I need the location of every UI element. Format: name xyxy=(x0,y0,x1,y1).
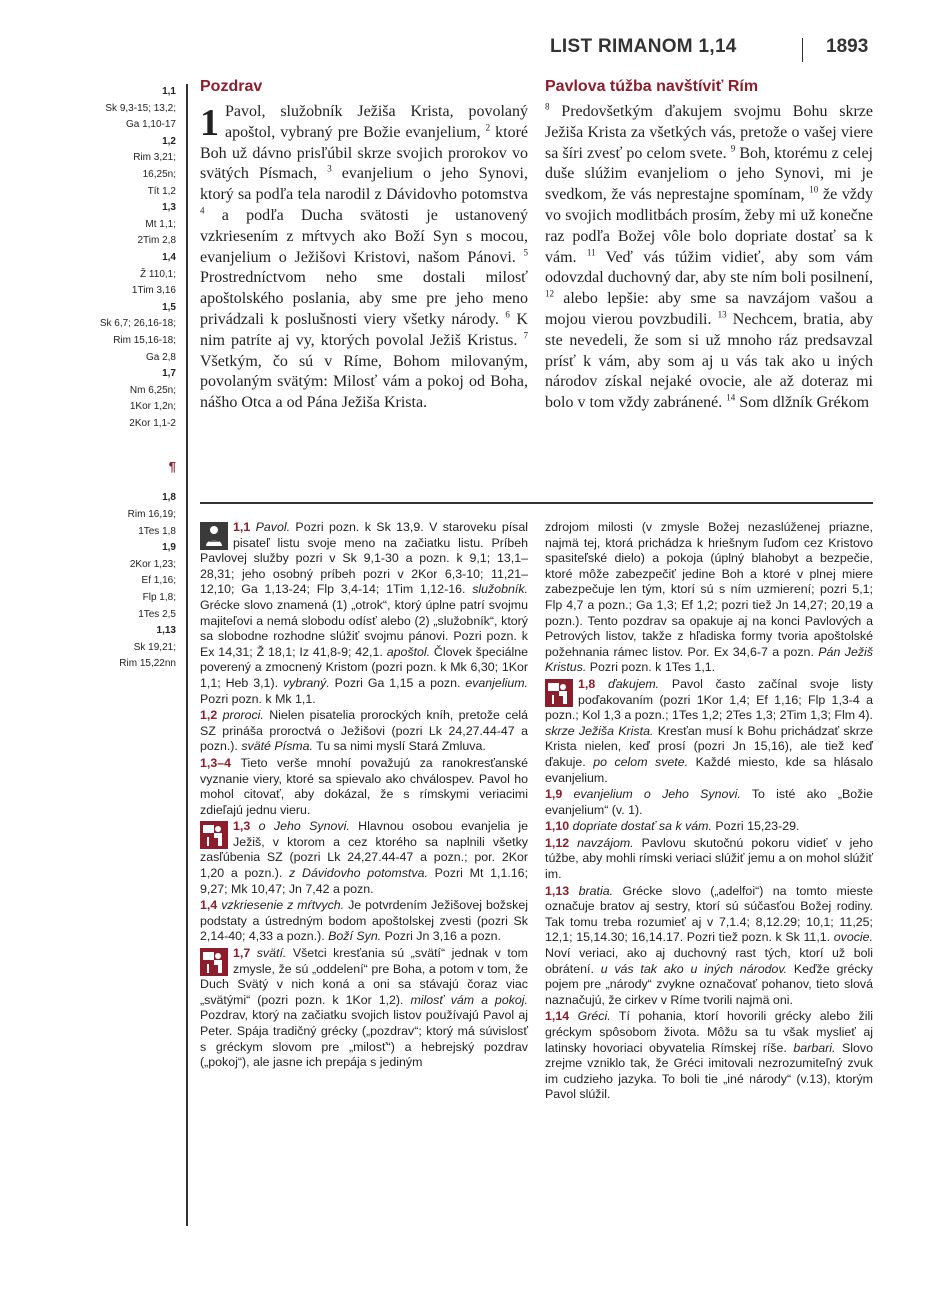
verse-number: 12 xyxy=(545,288,554,299)
verse-text: K nim patríte aj vy, ktorých povolal Ježiš Kristus. xyxy=(200,310,528,349)
note-text: zdrojom milosti (v zmysle Božej nezaslúženej priazne, najmä tej, ktorá prichádza k hriešnym ľuďom cez Kristovo spasiteľské dielo) a pokoja (úplný blahobyt a bezpečie, ktoré môže zabezpečiť jedine Boh a ktoré v plnej miere zabezpečuje len tým, ktorí sú s ním uzmierení; pozri 5,1; Flp 4,7 a pozn.; Ga 1,3; Ef 1,2; pozri tiež Jn 14,27; 20,19 a pozn.). Tento pozdrav sa opakuje aj na konci Pavlových a Petrových listov, takže z hľadiska formy tvoria apoštolské požehnania rámec listov. Por. Ex 34,6-7 a pozn. xyxy=(545,520,873,659)
note-reference: 1,10 xyxy=(545,819,573,834)
note-text: Pavol často začínal svoje listy poďakovaním (pozri 1Kor 1,4; Ef 1,16; Flp 1,3-4 a pozn.; Kol 1,3 a pozn.; 1Tes 1,2; 2Tes 1,3; 2Tim 1,3; Flm 4). xyxy=(545,676,873,723)
note-term: služobník. xyxy=(472,582,528,597)
margin-ref-item: 1Tim 3,16 xyxy=(131,285,176,297)
note-text: Hlavnou osobou evanjelia je Ježiš, v ktorom a cez ktorého sa naplnili všetky zasľúbenia SZ (pozri Lk 24,27.44-47 a pozn.; por. 2Kor 1,20 a pozn.). xyxy=(200,819,529,881)
page-number: 1893 xyxy=(826,36,869,57)
pointer-note-icon xyxy=(545,679,573,707)
margin-ref-verse: 1,5 xyxy=(162,301,176,313)
note-term: navzájom. xyxy=(577,835,634,850)
note-term: apoštol. xyxy=(386,644,431,659)
verse-text: Boh, ktorému z celej duše slúžim evanjeliom o jeho Synovi, mi je svedkom, že vás neprestajne spomínam, xyxy=(545,144,873,204)
margin-ref-item: Rim 16,19; xyxy=(127,509,176,521)
verse-number: 2 xyxy=(485,122,491,133)
margin-gap xyxy=(60,432,176,458)
note-term: barbari. xyxy=(793,1040,836,1055)
study-note xyxy=(545,836,873,883)
margin-ref-item: 1Tes 1,8 xyxy=(138,525,176,537)
note-text: Pozri pozn. k 1Tes 1,1. xyxy=(586,660,716,675)
header-separator xyxy=(802,38,803,62)
verse-number: 14 xyxy=(726,392,736,403)
verse-number: 8 xyxy=(545,101,550,112)
verse-number: 3 xyxy=(327,164,332,175)
margin-ref-item: Rim 15,16-18; xyxy=(113,334,176,346)
margin-rule xyxy=(186,84,188,1226)
study-note xyxy=(545,884,873,1009)
verse-number: 13 xyxy=(717,309,727,320)
note-reference: 1,8 xyxy=(578,676,608,691)
study-note xyxy=(200,708,528,755)
margin-ref-verse: 1,7 xyxy=(162,368,176,380)
note-term: z Dávidovho potomstva. xyxy=(289,866,428,881)
running-title: LIST RIMANOM 1,14 xyxy=(550,36,737,57)
text-column-right xyxy=(545,78,873,414)
note-term: skrze Ježiša Krista. xyxy=(545,723,654,738)
study-note xyxy=(200,520,528,707)
note-text: Kresťan musí k Bohu prichádzať skrze Krista nielen, keď prosí (pozri Jn 15,16), ale tiež keď ďakuje. xyxy=(545,723,873,769)
verse-number: 9 xyxy=(730,143,736,154)
note-text: Keďže grécky pojem pre „národy“ zvykne označovať pohanov, tieto slová naznačujú, že cirkev v Ríme tvorili najmä oni. xyxy=(545,961,874,1007)
note-text: Pozri 15,23-29. xyxy=(711,819,800,834)
study-note xyxy=(200,946,528,1071)
margin-ref-verse: 1,9 xyxy=(162,542,176,554)
note-term: sväté Písma. xyxy=(241,739,313,754)
verse-number: 4 xyxy=(200,205,205,216)
margin-ref-item: 2Kor 1,1-2 xyxy=(129,417,176,429)
note-text: Všetci kresťania sú „svätí“ jednak v tom zmysle, že sú „oddelení“ pre Boha, a potom v tom, že Duch Svätý v nich koná a oni sa stávajú čoraz viac „svätými“ (pozri pozn. k 1Kor 1,2). xyxy=(200,946,528,1007)
note-reference: 1,2 xyxy=(200,708,223,723)
note-text: Grécke slovo („adelfoi“) na tomto mieste označuje bratov aj sestry, ktorí sú súčasťou Božej rodiny. Tak tomu treba rozumieť aj v 7,1.4; 8,12.29; 10,1; 11,25; 12,1; 15,14.30; 16,14.17. Pozri tiež pozn. k Sk 11,1. xyxy=(545,883,873,945)
verse-number: 11 xyxy=(586,247,596,258)
margin-ref-item: Tít 1,2 xyxy=(147,185,176,197)
note-term: Gréci. xyxy=(577,1009,611,1024)
note-text: Pozdrav, ktorý na začiatku svojich listov používajú Pavol aj Peter. Spája tradičný grécky („pozdrav“; ktorý má súvislosť s gréckym slovom pre „milosť“) a hebrejský pozdrav („pokoj“), ale jasne ich prepája s jediným xyxy=(200,1008,528,1070)
note-term: Pán Ježiš Kristus. xyxy=(545,644,873,675)
note-term: evanjelium o Jeho Synovi. xyxy=(573,787,741,802)
margin-ref-item: Ga 1,10-17 xyxy=(125,119,176,131)
margin-references xyxy=(60,84,176,673)
study-note xyxy=(545,1009,873,1103)
chapter-number: 1 xyxy=(200,102,219,144)
margin-ref-item: Nm 6,25n; xyxy=(129,384,176,396)
study-note xyxy=(200,819,528,897)
margin-ref-verse: 1,3 xyxy=(162,202,176,214)
note-text: Pozri Mt 1,1.16; 9,27; Mk 10,47; Jn 7,42 a pozn. xyxy=(200,866,529,896)
note-text: Grécke slovo znamená (1) „otrok“, ktorý úplne patrí svojmu majiteľovi a nemá slobodu odísť alebo (2) „služobník“, ktorý sa slobodne rozhodne slúžiť svojmu pánovi. Pozri pozn. k Ex 14,31; Ž 18,1; Iz 41,8-9; 42,1. xyxy=(200,597,528,659)
margin-ref-verse: 1,4 xyxy=(162,251,176,263)
study-notes-right xyxy=(545,520,873,1104)
text-column-left xyxy=(200,78,528,414)
note-text: Tieto verše mnohí považujú za ranokresťanské vyznanie viery, ktoré sa spievalo ako chválospev. Pavol ho mohol citovať, aby dokázal, že s rímskymi veriacimi zdieľajú jednu vieru. xyxy=(200,755,528,817)
note-text: Pozri Ga 1,15 a pozn. xyxy=(329,675,466,690)
note-reference: 1,4 xyxy=(200,898,222,913)
margin-ref-verse: 1,8 xyxy=(162,492,176,504)
note-text: Človek špeciálne poverený a zmocnený Kristom (pozri pozn. k Mk 6,30; 1Kor 1,1; Heb 3,1). xyxy=(200,644,528,690)
margin-ref-item: Sk 19,21; xyxy=(133,641,176,653)
verse-text: evanjelium o jeho Synovi, ktorý sa podľa tela narodil z Dávidovho potomstva xyxy=(200,165,528,204)
note-reference: 1,3–4 xyxy=(200,755,241,770)
margin-ref-item: Rim 3,21; xyxy=(133,152,176,164)
verse-text: Som dlžník Grékom xyxy=(735,394,870,412)
note-reference: 1,3 xyxy=(233,819,259,834)
verse-number: 6 xyxy=(505,309,510,320)
verse-number: 7 xyxy=(523,330,528,341)
study-note xyxy=(545,677,873,786)
note-term: svätí. xyxy=(256,946,287,961)
note-text: Noví veriaci, ako aj duchovný rast tých, ktorí už boli obrátení. xyxy=(545,946,873,976)
verse-text: ktoré Boh už dávno prisľúbil skrze svojich prorokov vo svätých Písmach, xyxy=(200,123,529,183)
margin-ref-item: Flp 1,8; xyxy=(142,592,176,604)
scripture-text xyxy=(545,102,873,414)
note-term: milosť vám a pokoj. xyxy=(410,992,528,1007)
note-text: Každé miesto, kde sa hlásalo evanjelium. xyxy=(545,754,873,785)
notes-divider xyxy=(200,502,873,504)
verse-text: Pavol, služobník Ježiša Krista, povolaný apoštol, vybraný pre Božie evanjelium, xyxy=(225,103,528,141)
verse-text: že vždy vo svojich modlitbách prosím, žeby mi už konečne raz podľa Božej vôle bolo dopriate dostať sa k vám. xyxy=(545,186,873,266)
note-term: ovocie. xyxy=(833,930,873,945)
study-notes-left xyxy=(200,520,528,1072)
note-term: evanjelium. xyxy=(465,675,528,690)
note-reference: 1,13 xyxy=(545,883,579,898)
verse-text: Všetkým, čo sú v Ríme, Bohom milovaným, povolaným svätým: Milosť vám a pokoj od Boha, nášho Otca a od Pána Ježiša Krista. xyxy=(200,352,528,412)
study-note xyxy=(545,787,873,818)
verse-text: alebo lepšie: aby sme sa navzájom vašou a mojou vierou povzbudili. xyxy=(545,290,873,328)
margin-ref-item: 1Kor 1,2n; xyxy=(129,401,176,413)
study-note xyxy=(200,898,528,945)
study-note xyxy=(545,520,873,676)
note-text: Pozri pozn. k Sk 13,9. V staroveku písal pisateľ listu svoje meno na začiatku listu. Príbeh Pavlovej služby pozri v Sk 9,1-30 a pozn. k 9,1; 13,1–28,31; jeho osobný príbeh pozri v 2Kor 6,3-10; 11,21–12,10; Ga 1,13-24; Flp 3,4-14; 1Tim 1,12-16. xyxy=(200,520,528,597)
margin-ref-item: Ga 2,8 xyxy=(145,351,176,363)
margin-ref-verse: 1,13 xyxy=(156,625,176,637)
verse-text: Veď vás túžim vidieť, aby som vám odovzdal duchovný dar, aby ste ním boli posilnení, xyxy=(545,248,874,287)
note-term: dopriate dostať sa k vám. xyxy=(572,819,712,834)
note-term: Boží Syn. xyxy=(328,929,382,944)
note-term: ďakujem. xyxy=(607,676,660,691)
pointer-note-icon xyxy=(200,948,228,976)
note-text: Je potvrdením Ježišovej božskej podstaty a ústredným bodom apoštolskej zvesti (pozri Sk 2,14-40; 4,33 a pozn.). xyxy=(200,898,529,944)
note-reference: 1,9 xyxy=(545,787,574,802)
note-text: Pozri pozn. k Mk 1,1. xyxy=(200,691,316,706)
section-heading: Pavlova túžba navštíviť Rím xyxy=(545,78,759,95)
note-text: Pavlovu skutočnú pokoru vidieť v jeho túžbe, aby mohli rímski veriaci slúžiť jemu a on mohol slúžiť im. xyxy=(545,835,874,882)
note-text: Tu sa nimi myslí Stará Zmluva. xyxy=(312,739,486,754)
note-reference: 1,12 xyxy=(545,835,578,850)
note-term: po celom svete. xyxy=(593,754,689,769)
note-reference: 1,1 xyxy=(233,520,256,534)
study-note xyxy=(545,819,873,835)
verse-text: a podľa Ducha svätosti je ustanovený vzkriesením z mŕtvych ako Boží Syn s mocou, evanjelium o Ježišovi Kristovi, našom Pánovi. xyxy=(200,206,528,266)
note-text: Slovo zrejme vzniklo tak, že Gréci imitovali nezrozumiteľný zvuk im cudzieho jazyka. To boli tie „iné národy“ (v.13), ktorým Pavol slúžil. xyxy=(545,1040,873,1102)
study-note xyxy=(200,756,528,818)
note-term: proroci. xyxy=(222,708,264,723)
note-reference: 1,7 xyxy=(233,946,257,961)
margin-ref-item: Ef 1,16; xyxy=(141,575,176,587)
note-reference: 1,14 xyxy=(545,1009,578,1024)
note-text: Tí pohania, ktorí hovorili grécky alebo žili gréckym spôsobom života. Môžu sa tu však myslieť aj latinsky hovoriaci obyvatelia Rímskej ríše. xyxy=(545,1009,873,1055)
verse-number: 10 xyxy=(809,184,819,195)
margin-ref-verse: 1,2 xyxy=(162,135,176,147)
verse-text: Predovšetkým ďakujem svojmu Bohu skrze Ježiša Krista za všetkých vás, pretože o vašej viere sa šíri zvesť po celom svete. xyxy=(545,103,873,162)
person-note-icon xyxy=(200,522,228,550)
page-header xyxy=(0,36,946,66)
note-term: u vás tak ako u iných národov. xyxy=(600,961,788,976)
margin-ref-item: 1Tes 2,5 xyxy=(138,608,176,620)
pointer-note-icon xyxy=(200,821,228,849)
margin-ref-item: 2Tim 2,8 xyxy=(137,235,176,247)
margin-ref-item: Ž 110,1; xyxy=(140,268,176,280)
verse-text: Nechcem, bratia, aby ste nevedeli, že som si už mnoho ráz predsavzal prísť k vám, aby som aj u vás tak ako u iných národov získal nejaké ovocie, ale až doteraz mi bolo v tom vždy zabránené. xyxy=(545,310,874,412)
margin-ref-item: Sk 6,7; 26,16-18; xyxy=(99,318,176,330)
margin-ref-item: Sk 9,3-15; 13,2; xyxy=(105,102,176,114)
note-term: o Jeho Synovi. xyxy=(258,819,350,834)
margin-ref-item: Mt 1,1; xyxy=(145,218,176,230)
margin-gap xyxy=(60,476,176,490)
note-term: vzkriesenie z mŕtvych. xyxy=(221,898,345,913)
paragraph-mark: ¶ xyxy=(168,459,176,475)
verse-text: Prostredníctvom neho sme dostali milosť apoštolského poslania, aby sme pre jeho meno privádzali k poslušnosti viery všetky národy. xyxy=(200,269,528,328)
note-text: Nielen pisatelia prorockých kníh, pretože celá SZ prináša proroctvá o Ježišovi (pozri Lk 24,27.44-47 a pozn.). xyxy=(200,708,528,754)
note-term: Pavol. xyxy=(255,520,291,534)
margin-ref-item: 16,25n; xyxy=(142,168,176,180)
section-heading: Pozdrav xyxy=(200,78,263,95)
note-term: vybraný. xyxy=(282,675,330,690)
note-text: Pozri Jn 3,16 a pozn. xyxy=(381,929,502,944)
note-text: To isté ako „Božie evanjelium“ (v. 1). xyxy=(545,787,874,817)
margin-ref-verse: 1,1 xyxy=(162,86,176,97)
verse-number: 5 xyxy=(523,247,528,258)
margin-ref-item: 2Kor 1,23; xyxy=(129,558,176,570)
margin-ref-item: Rim 15,22nn xyxy=(119,658,176,670)
scripture-text xyxy=(200,102,528,414)
note-term: bratia. xyxy=(578,883,614,898)
